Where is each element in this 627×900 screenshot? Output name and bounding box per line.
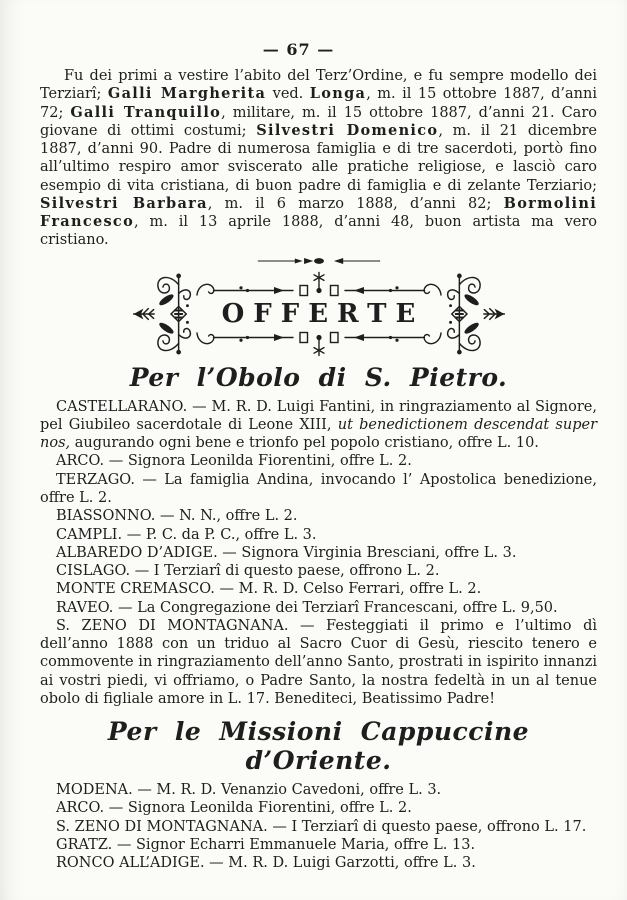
- person-name: Galli Tranquillo: [70, 103, 222, 121]
- obituary-text: , m. il 21 dicembre 1887, d’anni 90. Padre di numerosa famiglia e di tre sacerdoti, portò fino all’ultimo respiro amor sviscerato alle pratiche religiose, e lasciò caro esempio di vita cristiana, di buon padre di famiglia e di zelante Terziario;: [40, 122, 598, 194]
- obituary-text: Fu dei primi a vestire l’abito del Terz’Ordine, e fu sempre modello dei Terziarî;: [40, 68, 597, 103]
- entry-biassonno: BIASSONNO. — N. N., offre L. 2.: [56, 508, 298, 525]
- obituary-text: , militare, m. il 15 ottobre 1887, d’anni 21. Caro giovane di ottimi costumi;: [40, 104, 597, 139]
- entry-castellarano: [40, 398, 597, 453]
- entry-text: augurando ogni bene e trionfo pel popolo cristiano, offre L. 10.: [70, 435, 539, 452]
- entry-albaredo-dadige: ALBAREDO D’ADIGE. — Signora Virginia Bresciani, offre L. 3.: [56, 544, 517, 561]
- offerte-banner: [40, 269, 597, 359]
- entry-modena: MODENA. — M. R. D. Venanzio Cavedoni, offre L. 3.: [56, 782, 442, 799]
- obituary-text: , m. il 13 aprile 1888, d’anni 48, buon artista ma vero cristiano.: [40, 214, 597, 249]
- entry-ronco-alladige: RONCO ALL’ADIGE. — M. R. D. Luigi Garzotti, offre L. 3.: [56, 855, 476, 872]
- scroll-rule-bottom-icon: [194, 330, 444, 357]
- page-number: — 67 —: [262, 40, 335, 59]
- entry-raveo: RAVEO. — La Congregazione dei Terziarî Francescani, offre L. 9,50.: [56, 599, 558, 616]
- person-name: Longa: [309, 85, 367, 103]
- obituary-text: ved.: [266, 86, 310, 103]
- entry-monte-cremasco: MONTE CREMASCO. — M. R. D. Celso Ferrari, offre L. 2.: [56, 581, 482, 598]
- section-heading-obolo: Per l’Obolo di S. Pietro.: [129, 362, 508, 392]
- entry-s-zeno-di-montagnana: S. ZENO DI MONTAGNANA. — Festeggiati il primo e l’ultimo dì dell’anno 1888 con un triduo al Sacro Cuor di Gesù, riescito tenero e commovente in ringraziamento dell’anno Santo, prostrati in ispirito innanzi ai vostri piedi, vi offriamo, o Padre Santo, la nostra fedeltà in un al tenue obolo di figliale amore in L. 17. Benediteci, Beatissimo Padre!: [40, 617, 597, 707]
- entry-text: CASTELLARANO. — M. R. D. Luigi Fantini, in ringraziamento al Signore, pel Giubileo sacerdotale di Leone XIII,: [40, 398, 597, 433]
- entry-terzago: TERZAGO. — La famiglia Andina, invocando l’ Apostolica benedizione, offre L. 2.: [40, 471, 597, 506]
- scroll-flourish-left-icon: [131, 269, 193, 359]
- person-name: Galli Margherita: [107, 85, 267, 103]
- entry-s-zeno-di-montagnana-2: S. ZENO DI MONTAGNANA. — I Terziarî di questo paese, offrono L. 17.: [56, 818, 587, 835]
- entry-arco-2: ARCO. — Signora Leonilda Fiorentini, offre L. 2.: [56, 800, 412, 817]
- person-name: Bormolini Francesco: [40, 194, 598, 231]
- entry-gratz: GRATZ. — Signor Echarri Emmanuele Maria, offre L. 13.: [56, 836, 476, 853]
- person-name: Silvestri Domenico: [256, 121, 439, 139]
- obituary-text: , m. il 15 ottobre 1887, d’anni 72;: [40, 86, 597, 121]
- offerte-title: OFFERTE: [221, 298, 425, 329]
- person-name: Silvestri Barbara: [40, 194, 208, 212]
- banner-center: [193, 271, 445, 357]
- scroll-rule-top-icon: [194, 271, 444, 298]
- latin-phrase: ut benedictionem descendat super nos,: [40, 416, 597, 452]
- scroll-flourish-right-icon: [445, 269, 507, 359]
- arrow-dot-divider-icon: [255, 255, 383, 267]
- entry-campli: CAMPLI. — P. C. da P. C., offre L. 3.: [56, 526, 317, 543]
- section-heading-missioni: Per le Missioni Cappuccine d’Oriente.: [107, 717, 530, 776]
- entry-list-obolo: [40, 398, 597, 709]
- obituary-text: , m. il 6 marzo 1888, d’anni 82;: [207, 195, 504, 212]
- entry-list-missioni: [40, 781, 597, 872]
- section-divider: [40, 255, 597, 267]
- entry-cislago: CISLAGO. — I Terziarî di questo paese, offrono L. 2.: [56, 563, 440, 580]
- obituary-paragraph: [40, 67, 597, 250]
- entry-arco: ARCO. — Signora Leonilda Fiorentini, offre L. 2.: [56, 453, 412, 470]
